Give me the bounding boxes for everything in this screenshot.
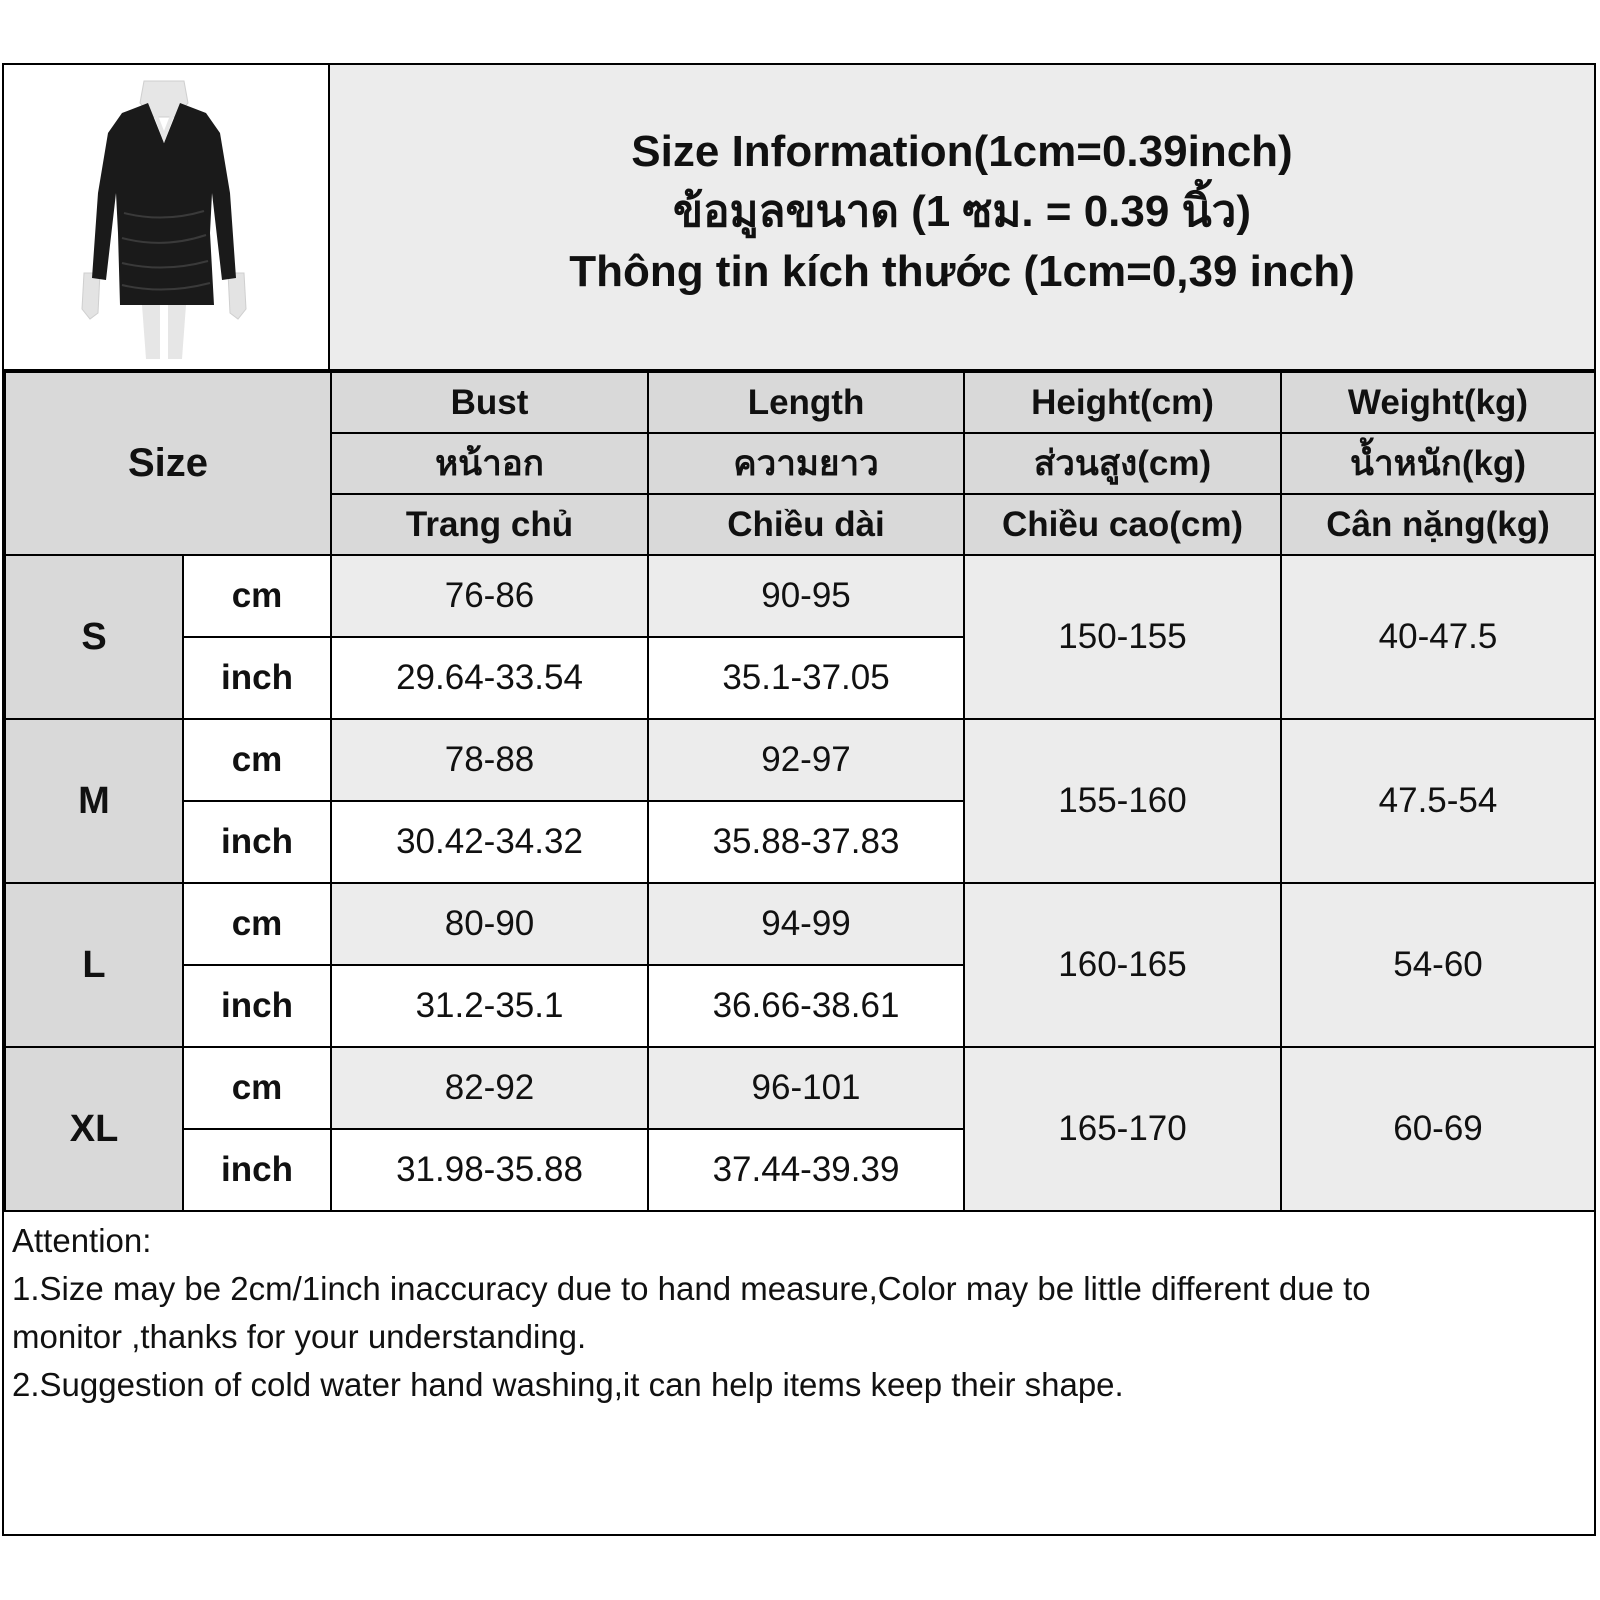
table-row <box>5 555 1595 637</box>
col-weight-vi: Cân nặng(kg) <box>1281 494 1595 555</box>
col-bust-en: Bust <box>331 372 648 433</box>
table-row <box>5 1047 1595 1129</box>
col-bust-th: หน้าอก <box>331 433 648 494</box>
unit-label: cm <box>183 883 331 965</box>
size-label: L <box>5 883 183 1047</box>
weight-value: 60-69 <box>1281 1047 1595 1211</box>
height-value: 155-160 <box>964 719 1281 883</box>
header-row-1 <box>5 372 1595 433</box>
note-line: monitor ,thanks for your understanding. <box>12 1318 587 1355</box>
size-chart-sheet <box>2 63 1596 1536</box>
length-value: 94-99 <box>648 883 964 965</box>
note-line: 2.Suggestion of cold water hand washing,it can help items keep their shape. <box>12 1366 1124 1403</box>
weight-value: 47.5-54 <box>1281 719 1595 883</box>
bust-value: 31.98-35.88 <box>331 1129 648 1211</box>
col-height-vi: Chiều cao(cm) <box>964 494 1281 555</box>
product-image-cell <box>4 65 330 371</box>
height-value: 160-165 <box>964 883 1281 1047</box>
size-label: S <box>5 555 183 719</box>
bust-value: 78-88 <box>331 719 648 801</box>
title-line-english: Size Information(1cm=0.39inch) <box>631 127 1293 176</box>
length-value: 96-101 <box>648 1047 964 1129</box>
col-height-th: ส่วนสูง(cm) <box>964 433 1281 494</box>
height-value: 150-155 <box>964 555 1281 719</box>
size-table <box>4 371 1596 1212</box>
col-height-en: Height(cm) <box>964 372 1281 433</box>
size-info-title <box>330 65 1594 371</box>
length-value: 36.66-38.61 <box>648 965 964 1047</box>
table-row <box>5 719 1595 801</box>
col-length-vi: Chiều dài <box>648 494 964 555</box>
bust-value: 31.2-35.1 <box>331 965 648 1047</box>
bust-value: 30.42-34.32 <box>331 801 648 883</box>
length-value: 37.44-39.39 <box>648 1129 964 1211</box>
col-weight-th: น้ำหนัก(kg) <box>1281 433 1595 494</box>
notes-heading: Attention: <box>12 1222 152 1259</box>
length-value: 92-97 <box>648 719 964 801</box>
title-line-vietnamese: Thông tin kích thước (1cm=0,39 inch) <box>569 247 1355 296</box>
size-label: M <box>5 719 183 883</box>
size-label: XL <box>5 1047 183 1211</box>
weight-value: 54-60 <box>1281 883 1595 1047</box>
unit-label: inch <box>183 965 331 1047</box>
bust-value: 76-86 <box>331 555 648 637</box>
unit-label: inch <box>183 801 331 883</box>
unit-label: cm <box>183 1047 331 1129</box>
bust-value: 82-92 <box>331 1047 648 1129</box>
unit-label: cm <box>183 719 331 801</box>
col-length-th: ความยาว <box>648 433 964 494</box>
length-value: 90-95 <box>648 555 964 637</box>
height-value: 165-170 <box>964 1047 1281 1211</box>
attention-notes <box>12 1217 1582 1409</box>
col-weight-en: Weight(kg) <box>1281 372 1595 433</box>
length-value: 35.88-37.83 <box>648 801 964 883</box>
bust-value: 80-90 <box>331 883 648 965</box>
table-row <box>5 883 1595 965</box>
unit-label: cm <box>183 555 331 637</box>
unit-label: inch <box>183 637 331 719</box>
col-bust-vi: Trang chủ <box>331 494 648 555</box>
title-line-thai: ข้อมูลขนาด (1 ซม. = 0.39 นิ้ว) <box>672 187 1251 236</box>
bust-value: 29.64-33.54 <box>331 637 648 719</box>
note-line: 1.Size may be 2cm/1inch inaccuracy due to hand measure,Color may be little different due to <box>12 1270 1371 1307</box>
weight-value: 40-47.5 <box>1281 555 1595 719</box>
dress-mannequin-icon <box>64 73 264 363</box>
unit-label: inch <box>183 1129 331 1211</box>
size-header: Size <box>5 372 331 555</box>
length-value: 35.1-37.05 <box>648 637 964 719</box>
col-length-en: Length <box>648 372 964 433</box>
